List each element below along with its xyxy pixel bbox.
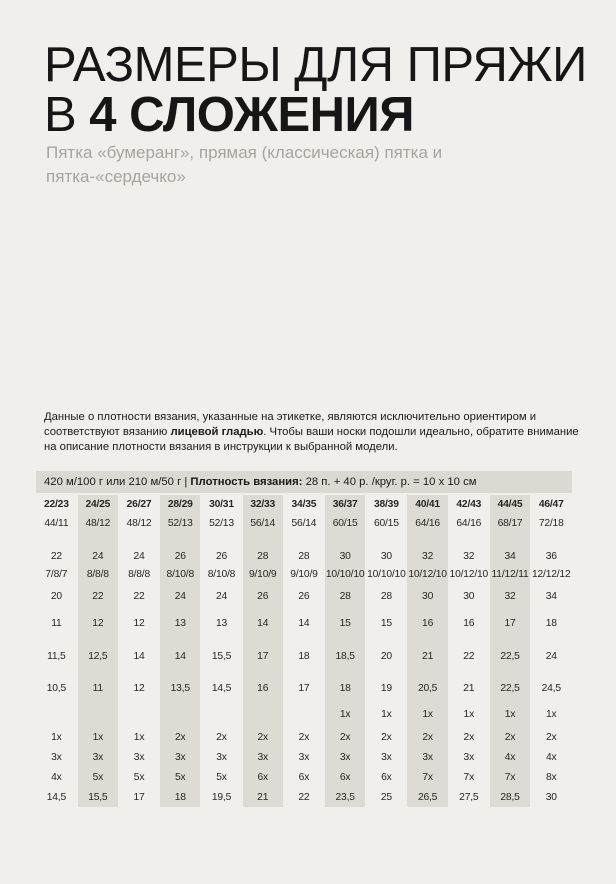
table-cell: 1x [489,701,530,727]
table-cell: 12,5 [77,637,118,675]
table-cell: 19 [366,675,407,701]
table-cell: 30 [366,547,407,565]
table-cell: 1x [448,701,489,727]
table-cell: 24,5 [531,675,572,701]
table-cell: 2x [160,727,201,747]
table-cell [77,701,118,727]
table-cell [118,701,159,727]
table-cell: 28 [366,583,407,609]
table-cell [283,533,324,547]
table-cell: 15,5 [201,637,242,675]
table-cell: 14,5 [36,787,77,807]
page-subtitle: Пятка «бумеранг», прямая (классическая) пятка и пятка-«сердечко» [46,143,443,186]
intro-paragraph [44,410,584,455]
table-cell: 8/10/8 [201,565,242,583]
density-value: 28 п. + 40 р. /круг. р. = 10 x 10 см [302,476,477,488]
title-line-2 [44,90,587,140]
table-cell: 12 [77,609,118,637]
table-row [36,533,572,547]
table-cell [36,533,77,547]
table-cell: 8/8/8 [77,565,118,583]
table-cell: 34 [531,583,572,609]
table-cell: 7x [407,767,448,787]
table-cell: 60/15 [366,513,407,533]
table-cell: 2x [242,727,283,747]
table-cell: 30 [325,547,366,565]
table-cell: 21 [407,637,448,675]
table-cell: 1x [77,727,118,747]
table-cell: 3x [201,747,242,767]
table-cell: 10/10/10 [366,565,407,583]
table-cell: 24 [160,583,201,609]
table-cell: 68/17 [489,513,530,533]
table-cell: 16 [407,609,448,637]
table-cell: 24 [531,637,572,675]
table-cell: 11 [36,609,77,637]
table-cell: 2x [407,727,448,747]
table-cell: 2x [283,727,324,747]
table-cell: 15 [366,609,407,637]
table-cell [36,701,77,727]
table-cell: 18 [531,609,572,637]
table-cell: 3x [448,747,489,767]
table-cell: 6x [366,767,407,787]
column-header: 40/41 [407,495,448,513]
column-header: 34/35 [283,495,324,513]
table-cell: 11,5 [36,637,77,675]
table-cell: 6x [325,767,366,787]
table-cell: 1x [531,701,572,727]
table-cell: 30 [407,583,448,609]
table-row [36,513,572,533]
table-cell: 21 [448,675,489,701]
table-cell [489,533,530,547]
table-cell: 7x [489,767,530,787]
table-row [36,547,572,565]
column-header: 28/29 [160,495,201,513]
table-cell [531,533,572,547]
table-cell: 28 [242,547,283,565]
table-cell: 2x [201,727,242,747]
intro-text-2: . Чтобы ваши носки подошли идеально, обратите внимание на описание плотности вязания в инструкции к выбранной модели. [44,426,579,453]
table-cell: 2x [489,727,530,747]
table-cell: 8/10/8 [160,565,201,583]
table-row [36,565,572,583]
table-cell: 20 [366,637,407,675]
table-cell: 13 [160,609,201,637]
table-cell [201,533,242,547]
table-cell: 9/10/9 [242,565,283,583]
table-cell: 44/11 [36,513,77,533]
table-cell: 7x [448,767,489,787]
table-cell: 48/12 [77,513,118,533]
table-cell: 24 [77,547,118,565]
table-cell [366,533,407,547]
table-cell: 64/16 [448,513,489,533]
table-cell: 17 [489,609,530,637]
table-cell: 3x [283,747,324,767]
table-cell: 2x [531,727,572,747]
table-cell [242,533,283,547]
table-cell: 52/13 [201,513,242,533]
table-cell: 15 [325,609,366,637]
table-cell: 14 [242,609,283,637]
table-cell: 5x [118,767,159,787]
table-cell: 5x [201,767,242,787]
table-row [36,609,572,637]
table-cell: 28 [325,583,366,609]
table-row [36,727,572,747]
table-row [36,787,572,807]
table-cell: 5x [160,767,201,787]
table-row [36,637,572,675]
table-cell: 48/12 [118,513,159,533]
size-table [36,495,572,807]
table-cell: 60/15 [325,513,366,533]
table-cell: 6x [283,767,324,787]
table-cell: 20 [36,583,77,609]
table-cell: 22 [283,787,324,807]
table-cell [118,533,159,547]
table-cell: 12 [118,675,159,701]
table-cell: 17 [242,637,283,675]
column-header: 30/31 [201,495,242,513]
table-cell: 30 [448,583,489,609]
table-cell: 36 [531,547,572,565]
table-cell: 2x [325,727,366,747]
table-row [36,701,572,727]
density-bar [36,471,572,493]
table-cell: 3x [325,747,366,767]
table-cell: 1x [407,701,448,727]
table-cell: 10/12/10 [448,565,489,583]
column-header: 32/33 [242,495,283,513]
table-cell [448,533,489,547]
table-cell: 8x [531,767,572,787]
table-cell: 18,5 [325,637,366,675]
table-cell: 3x [242,747,283,767]
table-row [36,767,572,787]
table-cell: 26 [242,583,283,609]
table-cell: 16 [242,675,283,701]
table-cell: 3x [160,747,201,767]
column-header: 36/37 [325,495,366,513]
table-cell [242,701,283,727]
table-cell: 3x [407,747,448,767]
table-cell: 52/13 [160,513,201,533]
table-cell: 9/10/9 [283,565,324,583]
intro-text-1: Данные о плотности вязания, указанные на этикетке, являются исключительно ориентиром и соответствуют вязанию [44,411,537,438]
table-cell: 10/10/10 [325,565,366,583]
table-cell: 3x [366,747,407,767]
table-cell [160,701,201,727]
table-cell: 56/14 [242,513,283,533]
table-cell: 13 [201,609,242,637]
table-cell: 4x [489,747,530,767]
table-cell: 22 [448,637,489,675]
table-row [36,747,572,767]
table-cell: 28 [283,547,324,565]
column-header: 22/23 [36,495,77,513]
column-header: 38/39 [366,495,407,513]
table-cell: 22 [77,583,118,609]
table-cell: 56/14 [283,513,324,533]
table-cell: 28,5 [489,787,530,807]
table-cell: 12/12/12 [531,565,572,583]
table-cell: 11 [77,675,118,701]
table-cell: 26,5 [407,787,448,807]
table-cell: 18 [160,787,201,807]
table-cell: 30 [531,787,572,807]
table-cell: 12 [118,609,159,637]
intro-text-bold: лицевой гладью [170,426,264,438]
table-cell: 4x [36,767,77,787]
table-cell: 2x [366,727,407,747]
table-cell [160,533,201,547]
table-cell: 3x [118,747,159,767]
table-cell: 7/8/7 [36,565,77,583]
title-line-1: РАЗМЕРЫ ДЛЯ ПРЯЖИ [44,38,587,92]
table-cell: 25 [366,787,407,807]
table-cell: 22,5 [489,675,530,701]
table-cell: 17 [283,675,324,701]
table-cell: 1x [325,701,366,727]
table-cell: 18 [325,675,366,701]
table-cell: 10/12/10 [407,565,448,583]
table-cell: 32 [448,547,489,565]
table-cell: 14,5 [201,675,242,701]
table-cell: 26 [201,547,242,565]
table-cell: 1x [366,701,407,727]
table-cell: 10,5 [36,675,77,701]
table-cell: 1x [36,727,77,747]
table-cell: 34 [489,547,530,565]
table-cell: 20,5 [407,675,448,701]
table-cell: 4x [531,747,572,767]
density-prefix: 420 м/100 г или 210 м/50 г | [44,476,191,488]
table-cell: 22,5 [489,637,530,675]
table-cell: 19,5 [201,787,242,807]
table-cell: 23,5 [325,787,366,807]
table-cell: 14 [283,609,324,637]
table-cell: 3x [36,747,77,767]
title-line-2-bold: 4 СЛОЖЕНИЯ [89,88,414,142]
table-cell: 16 [448,609,489,637]
table-cell: 24 [118,547,159,565]
table-cell: 32 [489,583,530,609]
table-cell: 27,5 [448,787,489,807]
column-header: 46/47 [531,495,572,513]
table-cell: 22 [36,547,77,565]
table-cell: 6x [242,767,283,787]
table-cell: 72/18 [531,513,572,533]
table-cell: 15,5 [77,787,118,807]
table-cell [77,533,118,547]
table-cell: 18 [283,637,324,675]
table-cell: 11/12/11 [489,565,530,583]
density-label: Плотность вязания: [190,476,303,488]
table-cell: 17 [118,787,159,807]
table-cell: 21 [242,787,283,807]
column-header: 26/27 [118,495,159,513]
table-cell: 26 [160,547,201,565]
table-row [36,675,572,701]
table-cell [325,533,366,547]
table-header-row [36,495,572,513]
table-cell: 8/8/8 [118,565,159,583]
table-cell: 24 [201,583,242,609]
title-line-2-prefix: В [44,88,90,142]
table-cell: 2x [448,727,489,747]
table-cell: 1x [118,727,159,747]
column-header: 24/25 [77,495,118,513]
table-cell [407,533,448,547]
table-row [36,583,572,609]
table-cell [283,701,324,727]
table-cell: 14 [160,637,201,675]
column-header: 44/45 [489,495,530,513]
table-cell: 13,5 [160,675,201,701]
table-cell [201,701,242,727]
table-cell: 26 [283,583,324,609]
table-cell: 32 [407,547,448,565]
table-cell: 64/16 [407,513,448,533]
table-cell: 14 [118,637,159,675]
table-cell: 22 [118,583,159,609]
column-header: 42/43 [448,495,489,513]
table-cell: 5x [77,767,118,787]
table-cell: 3x [77,747,118,767]
page-title [44,40,587,140]
